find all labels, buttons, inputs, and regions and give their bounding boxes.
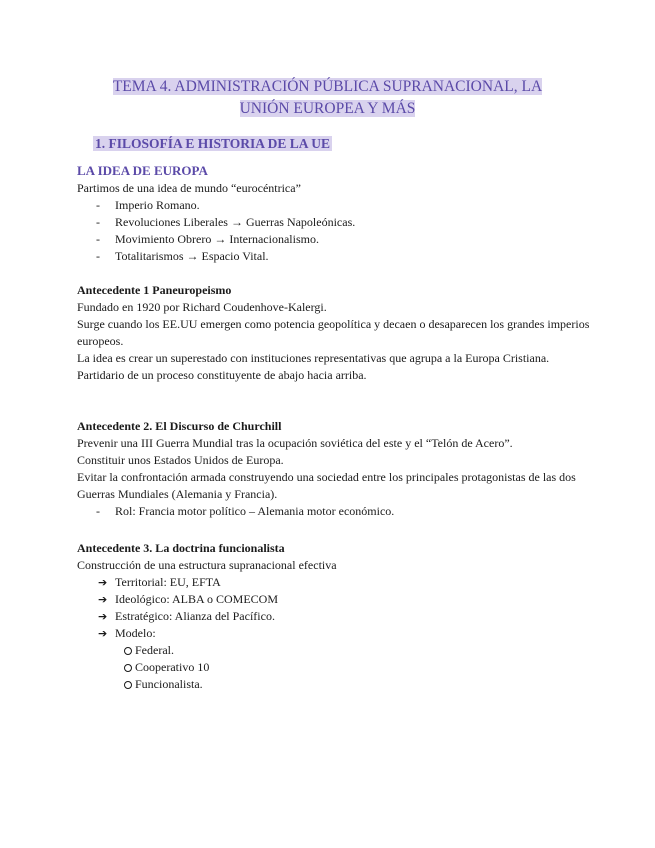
paragraph: Construcción de una estructura supranacional efectiva [77,558,337,572]
list-item: - Movimiento Obrero → Internacionalismo. [96,232,319,246]
paragraph: Constituir unos Estados Unidos de Europa. [77,453,284,467]
circle-bullet-icon [124,647,132,655]
circle-bullet-icon [124,681,132,689]
page-title [60,76,595,120]
antecedente-3-heading: Antecedente 3. La doctrina funcionalista [77,541,285,555]
title-line-2: UNIÓN EUROPEA Y MÁS [239,100,416,117]
subsection-heading: LA IDEA DE EUROPA [77,163,208,178]
circle-bullet-icon [124,664,132,672]
antecedente-2-heading: Antecedente 2. El Discurso de Churchill [77,419,282,433]
paragraph: Evitar la confrontación armada construyendo una sociedad entre los principales protagonistas de las dos Guerras Mundiales (Alemania y Francia). [77,470,576,501]
antecedente-1-block [77,282,597,384]
list-item: - Rol: Francia motor político – Alemania motor económico. [96,504,395,518]
paragraph: Surge cuando los EE.UU emergen como potencia geopolítica y decaen o desaparecen los grandes imperios europeos. [77,317,590,348]
section-heading: 1. FILOSOFÍA E HISTORIA DE LA UE [95,136,330,151]
idea-europa-block [77,180,597,265]
intro-text: Partimos de una idea de mundo “eurocéntrica” [77,181,301,195]
list-item: - Revoluciones Liberales → Guerras Napoleónicas. [96,215,356,229]
paragraph: La idea es crear un superestado con instituciones representativas que agrupa a la Europa Cristiana. [77,351,550,365]
list-item: ➔ Territorial: EU, EFTA [98,575,221,589]
title-line-1: TEMA 4. ADMINISTRACIÓN PÚBLICA SUPRANACIONAL, LA [112,78,543,95]
list-item: - Totalitarismos → Espacio Vital. [96,249,269,263]
sub-list-item: Cooperativo 10 [77,659,597,676]
antecedente-1-heading: Antecedente 1 Paneuropeismo [77,283,232,297]
list-item: - Imperio Romano. [96,198,200,212]
list-item: ➔ Modelo: [98,626,156,640]
arrow-bullet-icon: ➔ [98,593,108,606]
paragraph: Prevenir una III Guerra Mundial tras la ocupación soviética del este y el “Telón de Acero”. [77,436,513,450]
antecedente-2-block [77,418,597,520]
arrow-bullet-icon: ➔ [98,610,108,623]
paragraph: Partidario de un proceso constituyente de abajo hacia arriba. [77,368,367,382]
arrow-bullet-icon: ➔ [98,627,108,640]
antecedente-3-block [77,540,597,693]
sub-list-item: Federal. [77,642,597,659]
list-item: ➔ Estratégico: Alianza del Pacífico. [98,609,275,623]
paragraph: Fundado en 1920 por Richard Coudenhove-Kalergi. [77,300,327,314]
list-item: ➔ Ideológico: ALBA o COMECOM [98,592,279,606]
arrow-bullet-icon: ➔ [98,576,108,589]
sub-list-item: Funcionalista. [77,676,597,693]
